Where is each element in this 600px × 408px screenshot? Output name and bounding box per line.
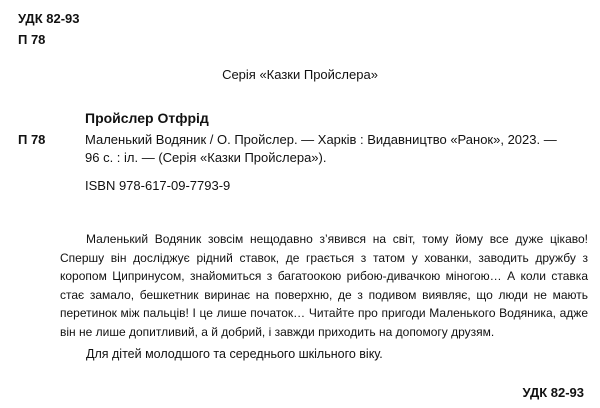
- author-index: П 78: [18, 132, 46, 147]
- annotation-text: Маленький Водяник зовсім нещодавно з’явився на світ, тому йому все дуже цікаво! Спершу він досліджує рідний ставок, де грається з татом у хованки, заводить дружбу з коропом Ципринусом, знайомиться з багатоокою рибою-дивачкою міногою… А коли ставка стає замало, бешкетник виринає на поверхню, де з подивом виявляє, що люди не мають перетинок між пальців! І це лише початок… Читайте про пригоди Маленького Водяника, адже він не лише допитливий, а й добрий, і завжди приходить на допомогу друзям.: [60, 232, 588, 339]
- author-name: Пройслер Отфрід: [85, 110, 209, 126]
- audience-note: Для дітей молодшого та середнього шкільного віку.: [86, 347, 383, 361]
- series-title: Серія «Казки Пройслера»: [222, 67, 378, 82]
- udk-code-bottom: УДК 82-93: [522, 385, 584, 400]
- bibliographic-description-line-2: 96 с. : іл. — (Серія «Казки Пройслера»).: [85, 150, 327, 165]
- author-index-top: П 78: [18, 32, 46, 47]
- isbn: ISBN 978-617-09-7793-9: [85, 178, 231, 193]
- bibliographic-description-line-1: Маленький Водяник / О. Пройслер. — Харків : Видавництво «Ранок», 2023. —: [85, 132, 557, 147]
- udk-code-top: УДК 82-93: [18, 11, 80, 26]
